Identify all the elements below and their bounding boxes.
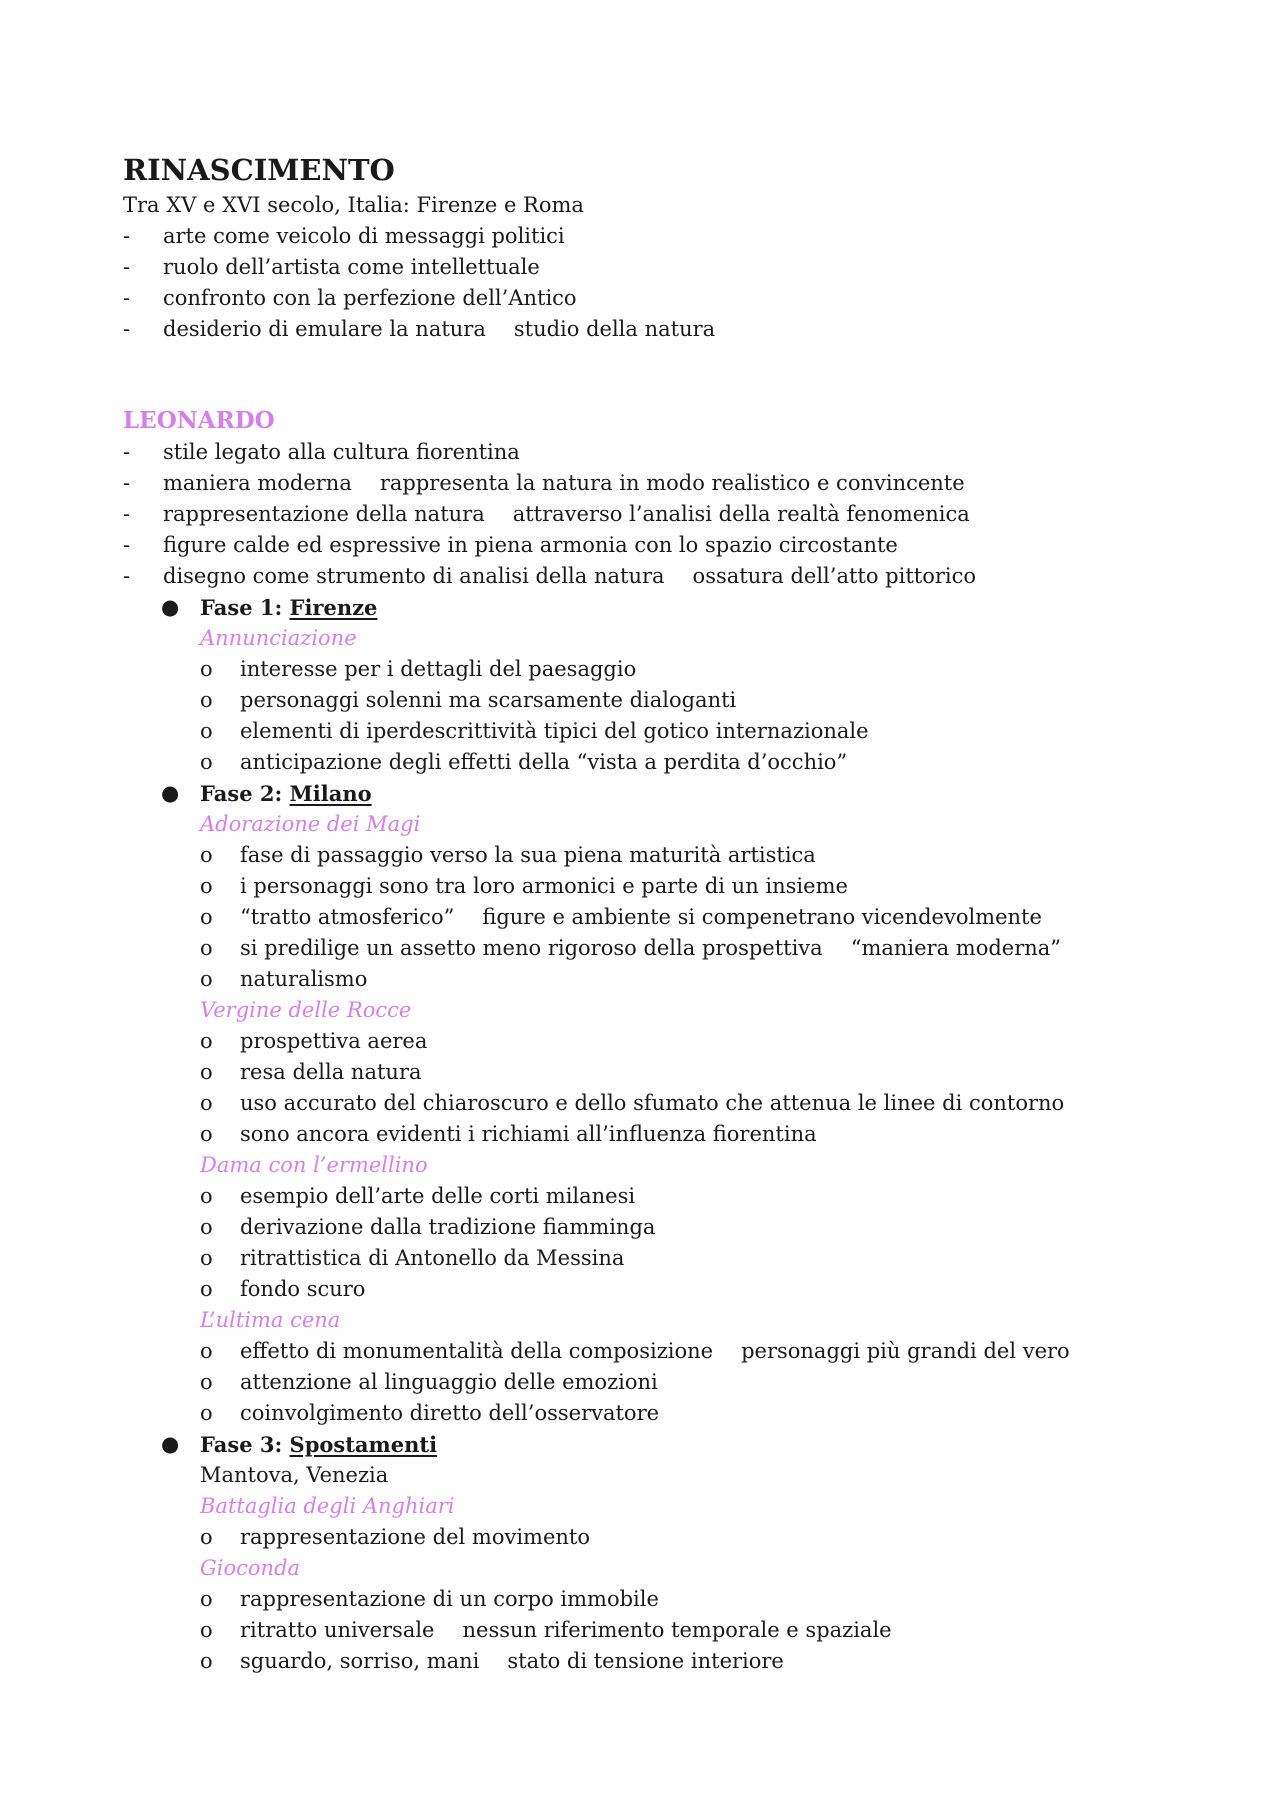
bullet-marker: ● — [161, 595, 180, 619]
list-item: o i personaggi sono tra loro armonici e parte di un insieme — [200, 871, 1163, 902]
circle-marker: o — [200, 1246, 213, 1270]
list-item: o “tratto atmosferico” figure e ambiente si compenetrano vicendevolmente — [200, 902, 1163, 933]
circle-marker: o — [200, 750, 213, 774]
list-item: o ritrattistica di Antonello da Messina — [200, 1243, 1163, 1274]
circle-marker: o — [200, 936, 213, 960]
bullet-marker: ● — [161, 781, 180, 805]
page-title: RINASCIMENTO — [123, 153, 395, 187]
circle-marker: o — [200, 1060, 213, 1084]
dash-marker: - — [123, 317, 131, 341]
circle-marker: o — [200, 1370, 213, 1394]
circle-marker: o — [200, 1649, 213, 1673]
list-item: - desiderio di emulare la natura studio della natura — [123, 314, 1163, 345]
circle-marker: o — [200, 967, 213, 991]
circle-marker: o — [200, 1401, 213, 1425]
circle-marker: o — [200, 1122, 213, 1146]
phase-place: Spostamenti — [289, 1432, 438, 1457]
phase-place: Firenze — [289, 595, 378, 620]
artwork-title: L’ultima cena — [200, 1308, 341, 1332]
list-item: - ruolo dell’artista come intellettuale — [123, 252, 1163, 283]
list-item: - maniera moderna rappresenta la natura in modo realistico e convincente — [123, 468, 1163, 499]
bullet-marker: ● — [161, 1432, 180, 1456]
list-item: o si predilige un assetto meno rigoroso della prospettiva “maniera moderna” — [200, 933, 1163, 964]
artwork-title: Adorazione dei Magi — [200, 812, 421, 836]
phase-places: Mantova, Venezia — [200, 1463, 389, 1487]
list-item: o coinvolgimento diretto dell’osservatore — [200, 1398, 1163, 1429]
circle-marker: o — [200, 1091, 213, 1115]
circle-marker: o — [200, 1277, 213, 1301]
list-item: - confronto con la perfezione dell’Antico — [123, 283, 1163, 314]
phase-heading-1: ● Fase 1: Firenze — [161, 592, 1163, 623]
list-item: o elementi di iperdescrittività tipici del gotico internazionale — [200, 716, 1163, 747]
list-item: o effetto di monumentalità della composizione personaggi più grandi del vero — [200, 1336, 1163, 1367]
dash-marker: - — [123, 224, 131, 248]
artwork-title: Battaglia degli Anghiari — [200, 1494, 455, 1518]
dash-marker: - — [123, 286, 131, 310]
phase-heading-3: ● Fase 3: Spostamenti — [161, 1429, 1163, 1460]
phase-heading-2: ● Fase 2: Milano — [161, 778, 1163, 809]
circle-marker: o — [200, 843, 213, 867]
dash-marker: - — [123, 533, 131, 557]
circle-marker: o — [200, 874, 213, 898]
artwork-title: Gioconda — [200, 1556, 301, 1580]
list-item: o prospettiva aerea — [200, 1026, 1163, 1057]
list-item: o rappresentazione di un corpo immobile — [200, 1584, 1163, 1615]
circle-marker: o — [200, 1587, 213, 1611]
list-item: o attenzione al linguaggio delle emozioni — [200, 1367, 1163, 1398]
artwork-title: Annunciazione — [200, 626, 357, 650]
list-item: o sono ancora evidenti i richiami all’influenza fiorentina — [200, 1119, 1163, 1150]
list-item: o interesse per i dettagli del paesaggio — [200, 654, 1163, 685]
circle-marker: o — [200, 688, 213, 712]
list-item: o derivazione dalla tradizione fiamminga — [200, 1212, 1163, 1243]
list-item: o rappresentazione del movimento — [200, 1522, 1163, 1553]
section-title-leonardo: LEONARDO — [123, 407, 275, 434]
list-item: - stile legato alla cultura fiorentina — [123, 437, 1163, 468]
circle-marker: o — [200, 1215, 213, 1239]
dash-marker: - — [123, 471, 131, 495]
list-item: - figure calde ed espressive in piena armonia con lo spazio circostante — [123, 530, 1163, 561]
list-item: o ritratto universale nessun riferimento temporale e spaziale — [200, 1615, 1163, 1646]
list-item: - disegno come strumento di analisi della natura ossatura dell’atto pittorico — [123, 561, 1163, 592]
list-item: o fase di passaggio verso la sua piena maturità artistica — [200, 840, 1163, 871]
list-item: - rappresentazione della natura attraverso l’analisi della realtà fenomenica — [123, 499, 1163, 530]
circle-marker: o — [200, 1029, 213, 1053]
list-item: o anticipazione degli effetti della “vista a perdita d’occhio” — [200, 747, 1163, 778]
circle-marker: o — [200, 1525, 213, 1549]
dash-marker: - — [123, 502, 131, 526]
dash-marker: - — [123, 564, 131, 588]
artwork-title: Dama con l’ermellino — [200, 1153, 428, 1177]
dash-marker: - — [123, 440, 131, 464]
dash-marker: - — [123, 255, 131, 279]
list-item: o esempio dell’arte delle corti milanesi — [200, 1181, 1163, 1212]
phase-place: Milano — [289, 781, 372, 806]
circle-marker: o — [200, 1618, 213, 1642]
document-page — [123, 150, 1163, 1677]
list-item: o sguardo, sorriso, mani stato di tensione interiore — [200, 1646, 1163, 1677]
intro-subtitle: Tra XV e XVI secolo, Italia: Firenze e Roma — [123, 193, 584, 217]
list-item: o fondo scuro — [200, 1274, 1163, 1305]
artwork-title: Vergine delle Rocce — [200, 998, 412, 1022]
list-item: o personaggi solenni ma scarsamente dialoganti — [200, 685, 1163, 716]
circle-marker: o — [200, 1339, 213, 1363]
circle-marker: o — [200, 657, 213, 681]
list-item: - arte come veicolo di messaggi politici — [123, 221, 1163, 252]
circle-marker: o — [200, 1184, 213, 1208]
list-item: o naturalismo — [200, 964, 1163, 995]
list-item: o resa della natura — [200, 1057, 1163, 1088]
circle-marker: o — [200, 719, 213, 743]
list-item: o uso accurato del chiaroscuro e dello sfumato che attenua le linee di contorno — [200, 1088, 1163, 1119]
circle-marker: o — [200, 905, 213, 929]
